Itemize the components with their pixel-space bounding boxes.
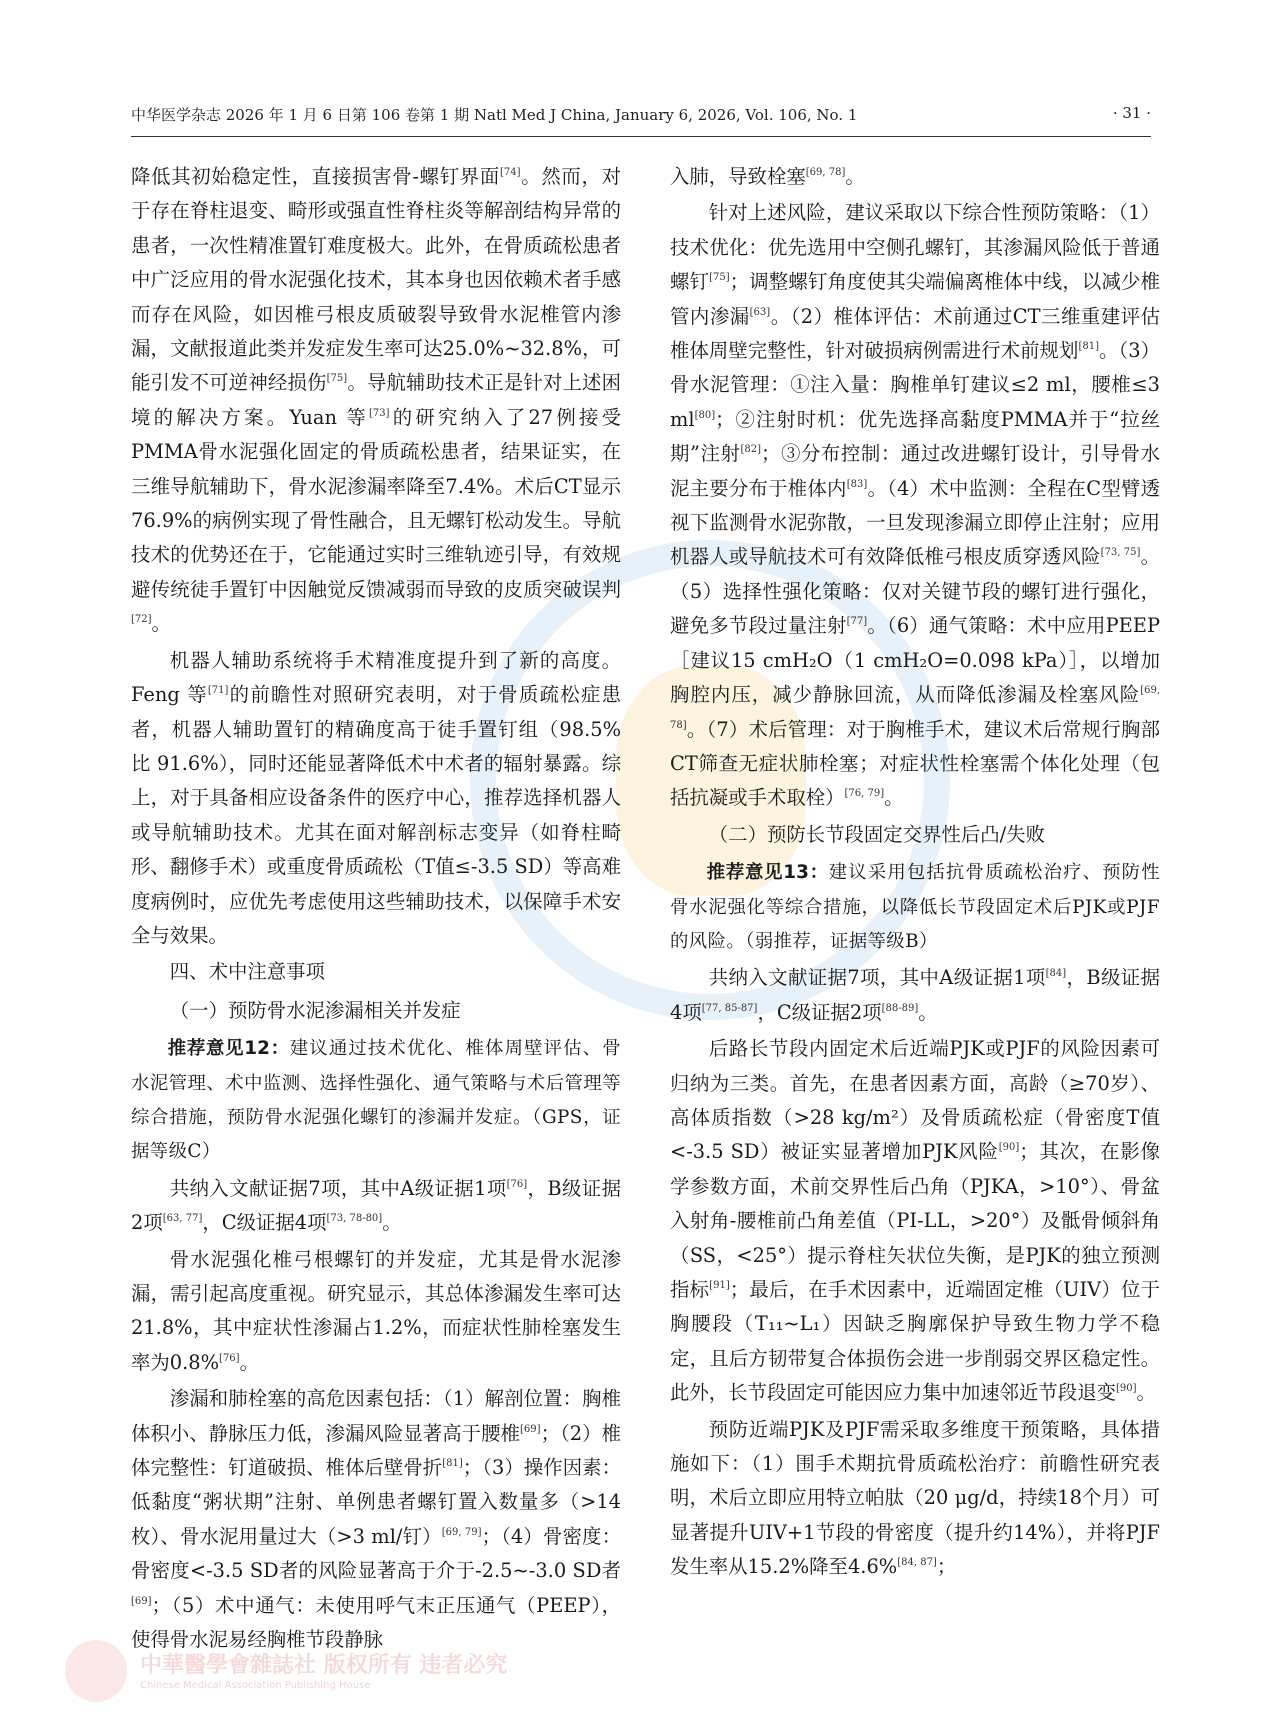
recommendation-text: 建议采用包括抗骨质疏松治疗、预防性骨水泥强化等综合措施，以降低长节段固定术后PJK或PJF的风险。（弱推荐，证据等级B）	[670, 862, 1160, 952]
paragraph: 共纳入文献证据7项，其中A级证据1项[84]，B级证据4项[77, 85-87]，C级证据2项[88-89]。	[670, 966, 1160, 1024]
citation-ref: [77]	[846, 616, 868, 628]
citation-ref: [75]	[326, 373, 348, 385]
citation-ref: [88-89]	[881, 1002, 919, 1014]
citation-ref: [71]	[207, 685, 229, 697]
citation-ref: [91]	[709, 1280, 730, 1291]
paragraph: 共纳入文献证据7项，其中A级证据1项[76]，B级证据2项[63, 77]，C级证据4项[73, 78-80]。	[131, 1176, 621, 1235]
paragraph: 机器人辅助系统将手术精准度提升到了新的高度。Feng 等[71]的前瞻性对照研究表明，对于骨质疏松症患者，机器人辅助置钉的精确度高于徒手置钉组（98.5% 比 91.6%），同时还能显著降低术中术者的辐射暴露。综上，对于具备相应设备条件的医疗中心，推荐选择机器人或导航辅助技术。尤其在面对解剖标志变异（如脊柱畸形、翻修手术）或重度骨质疏松（T值≤-3.5 SD）等高难度病例时，应优先考虑使用这些辅助技术，以保障手术安全与效果。	[131, 648, 622, 947]
citation-ref: [84]	[1045, 968, 1067, 980]
citation-ref: [73]	[368, 407, 390, 419]
page-number: · 31 ·	[1112, 104, 1151, 122]
citation-ref: [69]	[520, 1423, 541, 1435]
paragraph: 后路长节段内固定术后近端PJK或PJF的风险因素可归纳为三类。首先，在患者因素方面，高龄（≥70岁）、高体质指数（>28 kg/m²）及骨质疏松症（骨密度T值<-3.5 SD）被证实显著增加PJK风险[90]；其次，在影像学参数方面，术前交界性后凸角（PJKA，>10°）、骨盆入射角-腰椎前凸角差值（PI-LL，>20°）及骶骨倾斜角（SS，<25°）提示脊柱矢状位失衡，是PJK的独立预测指标[91]；最后，在手术因素中，近端固定椎（UIV）位于胸腰段（T₁₁~L₁）因缺乏胸廓保护导致生物力学不稳定，且后方韧带复合体损伤会进一步削弱交界区稳定性。此外，长节段固定可能因应力集中加速邻近节段退变[90]。	[670, 1037, 1161, 1405]
citation-ref: [81]	[442, 1458, 463, 1470]
citation-ref: [63, 77]	[162, 1213, 203, 1225]
citation-ref: [84, 87]	[897, 1557, 937, 1569]
running-header	[131, 104, 1151, 137]
citation-ref: [69, 78]	[670, 685, 1160, 731]
subsection-heading: （一）预防骨水泥渗漏相关并发症	[169, 998, 461, 1022]
paragraph: 骨水泥强化椎弓根螺钉的并发症，尤其是骨水泥渗漏，需引起高度重视。研究显示，其总体渗漏发生率可达21.8%，其中症状性渗漏占1.2%，而症状性肺栓塞发生率为0.8%[76]。	[131, 1247, 621, 1374]
copyright-slogan: 版权所有 违者必究	[323, 1653, 508, 1678]
citation-ref: [76]	[506, 1178, 528, 1190]
citation-ref: [73, 78-80]	[326, 1213, 383, 1225]
citation-ref: [77, 85-87]	[701, 1002, 758, 1014]
citation-ref: [63]	[749, 306, 771, 318]
citation-ref: [90]	[1115, 1383, 1137, 1395]
section-heading: 四、术中注意事项	[169, 960, 325, 984]
citation-ref: [73, 75]	[1100, 547, 1141, 559]
citation-ref: [74]	[499, 167, 521, 178]
citation-ref: [76, 79]	[844, 788, 885, 800]
recommendation-text: 建议通过技术优化、椎体周壁评估、骨水泥管理、术中监测、选择性强化、通气策略与术后管理等综合措施，预防骨水泥强化螺钉的渗漏并发症。（GPS，证据等级C）	[131, 1038, 621, 1163]
recommendation-13	[670, 856, 1160, 959]
publisher-name: 中華醫學會雜誌社	[140, 1653, 317, 1678]
citation-ref: [81]	[1078, 341, 1099, 353]
citation-ref: [76]	[219, 1352, 240, 1364]
recommendation-label: 推荐意见13：	[706, 862, 829, 884]
publisher-watermark	[140, 1648, 507, 1679]
journal-citation: 中华医学杂志 2026 年 1 月 6 日第 106 卷第 1 期 Natl Med J China, January 6, 2026, Vol. 106, No. 1	[131, 106, 858, 124]
recommendation-label: 推荐意见12：	[167, 1038, 290, 1060]
subsection-heading: （二）预防长节段固定交界性后凸/失败	[708, 822, 1045, 846]
publisher-name-en: Chinese Medical Association Publishing House	[140, 1680, 371, 1691]
paragraph: 降低其初始稳定性，直接损害骨-螺钉界面[74]。然而，对于存在脊柱退变、畸形或强直性脊柱炎等解剖结构异常的患者，一次性精准置钉难度极大。此外，在骨质疏松患者中广泛应用的骨水泥强化技术，其本身也因依赖术者手感而存在风险，如因椎弓根皮质破裂导致骨水泥椎管内渗漏，文献报道此类并发症发生率可达25.0%~32.8%，可能引发不可逆神经损伤[75]。导航辅助技术正是针对上述困境的解决方案。Yuan 等[73]的研究纳入了27例接受PMMA骨水泥强化固定的骨质疏松患者，结果证实，在三维导航辅助下，骨水泥渗漏率降至7.4%。术后CT显示76.9%的病例实现了骨性融合，且无螺钉松动发生。导航技术的优势还在于，它能通过实时三维轨迹引导，有效规避传统徒手置钉中因触觉反馈减弱而导致的皮质突破误判[72]。	[131, 165, 622, 636]
paragraph: 预防近端PJK及PJF需采取多维度干预策略，具体措施如下：（1）围手术期抗骨质疏松治疗：前瞻性研究表明，术后立即应用特立帕肽（20 μg/d，持续18个月）可显著提升UIV+1节段的骨密度（提升约14%），并将PJF发生率从15.2%降至4.6%[84, 87]；	[670, 1417, 1160, 1579]
citation-ref: [80]	[694, 409, 716, 421]
recommendation-12	[131, 1032, 621, 1170]
citation-ref: [75]	[709, 272, 730, 284]
left-column	[131, 160, 621, 1659]
citation-ref: [72]	[131, 614, 152, 626]
right-column	[670, 160, 1160, 1587]
paragraph: 入肺，导致栓塞[69, 78]。	[670, 165, 865, 188]
citation-ref: [69]	[131, 1595, 152, 1607]
citation-ref: [69, 79]	[441, 1526, 482, 1538]
paragraph: 渗漏和肺栓塞的高危因素包括：（1）解剖位置：胸椎体积小、静脉压力低，渗漏风险显著高于腰椎[69]；（2）椎体完整性：钉道破损、椎体后壁骨折[81]；（3）操作因素：低黏度“粥状期”注射、单例患者螺钉置入数量多（>14枚）、骨水泥用量过大（>3 ml/钉）[69, 79]；（4）骨密度：骨密度<-3.5 SD者的风险显著高于介于-2.5~-3.0 SD者[69]；（5）术中通气：未使用呼气末正压通气（PEEP），使得骨水泥易经胸椎节段静脉	[131, 1387, 622, 1652]
publisher-logo-icon	[65, 1640, 127, 1702]
citation-ref: [83]	[846, 478, 868, 490]
citation-ref: [82]	[740, 444, 761, 456]
citation-ref: [90]	[998, 1142, 1020, 1154]
paragraph: 针对上述风险，建议采取以下综合性预防策略：（1）技术优化：优先选用中空侧孔螺钉，其渗漏风险低于普通螺钉[75]；调整螺钉角度使其尖端偏离椎体中线，以减少椎管内渗漏[63]。（2）椎体评估：术前通过CT三维重建评估椎体周壁完整性，针对破损病例需进行术前规划[81]。（3）骨水泥管理：①注入量：胸椎单钉建议≤2 ml，腰椎≤3 ml[80]；②注射时机：优先选择高黏度PMMA并于“拉丝期”注射[82]；③分布控制：通过改进螺钉设计，引导骨水泥主要分布于椎体内[83]。（4）术中监测：全程在C型臂透视下监测骨水泥弥散，一旦发现渗漏立即停止注射；应用机器人或导航技术可有效降低椎弓根皮质穿透风险[73, 75]。（5）选择性强化策略：仅对关键节段的螺钉进行强化，避免多节段过量注射[77]。（6）通气策略：术中应用PEEP［建议15 cmH₂O（1 cmH₂O=0.098 kPa）］，以增加胸腔内压，减少静脉回流，从而降低渗漏及栓塞风险[69, 78]。（7）术后管理：对于胸椎手术，建议术后常规行胸部CT筛查无症状肺栓塞；对症状性栓塞需个体化处理（包括抗凝或手术取栓）[76, 79]。	[670, 201, 1161, 810]
citation-ref: [69, 78]	[805, 167, 846, 178]
